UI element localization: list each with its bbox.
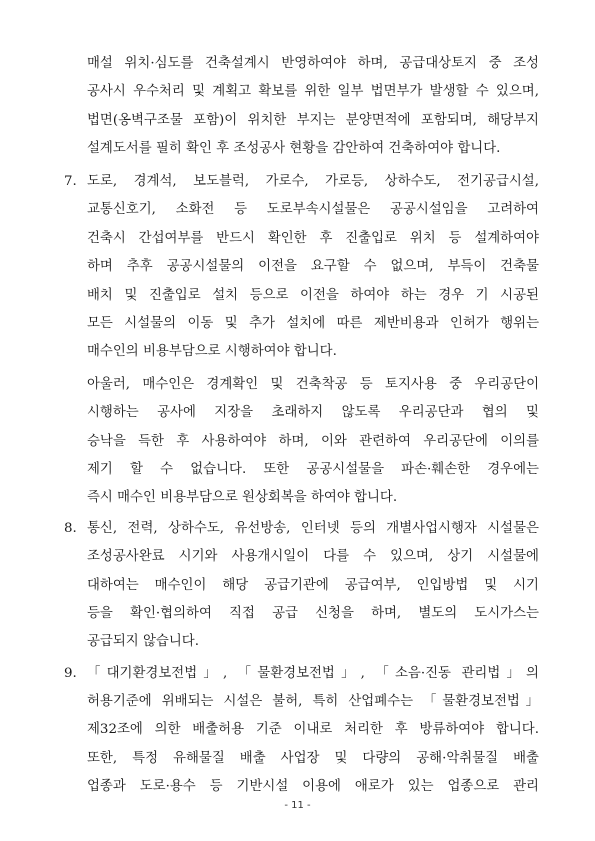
item-line: 또한, 특정 유해물질 배출 사업장 및 다량의 공해·악취물질 배출 (87, 751, 539, 766)
item-line: 건축시 간섭여부를 반드시 확인한 후 진출입로 위치 등 설계하여야 (87, 231, 539, 246)
item-line: 도로, 경계석, 보도블럭, 가로수, 가로등, 상하수도, 전기공급시설, (87, 174, 539, 189)
item-line: 대하여는 매수인이 해당 공급기관에 공급여부, 인입방법 및 시기 (87, 578, 539, 593)
item-number: 8. (64, 521, 77, 536)
intro-line: 법면(옹벽구조물 포함)이 위치한 부지는 분양면적에 포함되며, 해당부지 (87, 113, 539, 128)
item-line: 배치 및 진출입로 설치 등으로 이전을 하여야 하는 경우 기 시공된 (87, 288, 539, 303)
intro-line: 매설 위치·심도를 건축설계시 반영하여야 하며, 공급대상토지 중 조성 (87, 56, 539, 71)
item-line: 아울러, 매수인은 경계확인 및 건축착공 등 토지사용 중 우리공단이 (87, 377, 539, 392)
item-line: 즉시 매수인 비용부담으로 원상회복을 하여야 합니다. (87, 490, 398, 505)
item-line: 모든 시설물의 이동 및 추가 설치에 따른 제반비용과 인허가 행위는 (87, 316, 539, 331)
item-line: 시행하는 공사에 지장을 초래하지 않도록 우리공단과 협의 및 (87, 405, 539, 420)
item-line: 허용기준에 위배되는 시설은 불허, 특히 산업폐수는 「물환경보전법」 (87, 694, 539, 709)
intro-line: 공사시 우수처리 및 계획고 확보를 위한 일부 법면부가 발생할 수 있으며, (87, 84, 539, 99)
item-line: 승낙을 득한 후 사용하여야 하며, 이와 관련하여 우리공단에 이의를 (87, 434, 539, 449)
item-line: 교통신호기, 소화전 등 도로부속시설물은 공공시설임을 고려하여 (87, 202, 539, 217)
item-line: 제기 할 수 없습니다. 또한 공공시설물을 파손·훼손한 경우에는 (87, 462, 539, 477)
intro-line: 설계도서를 필히 확인 후 조성공사 현황을 감안하여 건축하여야 합니다. (87, 141, 501, 156)
item-line: 공급되지 않습니다. (87, 634, 199, 649)
item-line: 통신, 전력, 상하수도, 유선방송, 인터넷 등의 개별사업시행자 시설물은 (87, 521, 539, 536)
page-number: - 11 - (284, 800, 311, 811)
item-line: 「대기환경보전법」, 「물환경보전법」, 「소음·진동 관리법」의 (87, 666, 539, 681)
item-number: 7. (64, 174, 77, 189)
item-number: 9. (64, 666, 77, 681)
item-line: 조성공사완료 시기와 사용개시일이 다를 수 있으며, 상기 시설물에 (87, 549, 539, 564)
item-line: 매수인의 비용부담으로 시행하여야 합니다. (87, 344, 337, 359)
item-line: 업종과 도로·용수 등 기반시설 이용에 애로가 있는 업종으로 관리 (87, 779, 539, 794)
item-line: 등을 확인·협의하여 직접 공급 신청을 하며, 별도의 도시가스는 (87, 606, 539, 621)
item-line: 제32조에 의한 배출허용 기준 이내로 처리한 후 방류하여야 합니다. (87, 722, 539, 737)
item-line: 하며 추후 공공시설물의 이전을 요구할 수 없으며, 부득이 건축물 (87, 259, 539, 274)
